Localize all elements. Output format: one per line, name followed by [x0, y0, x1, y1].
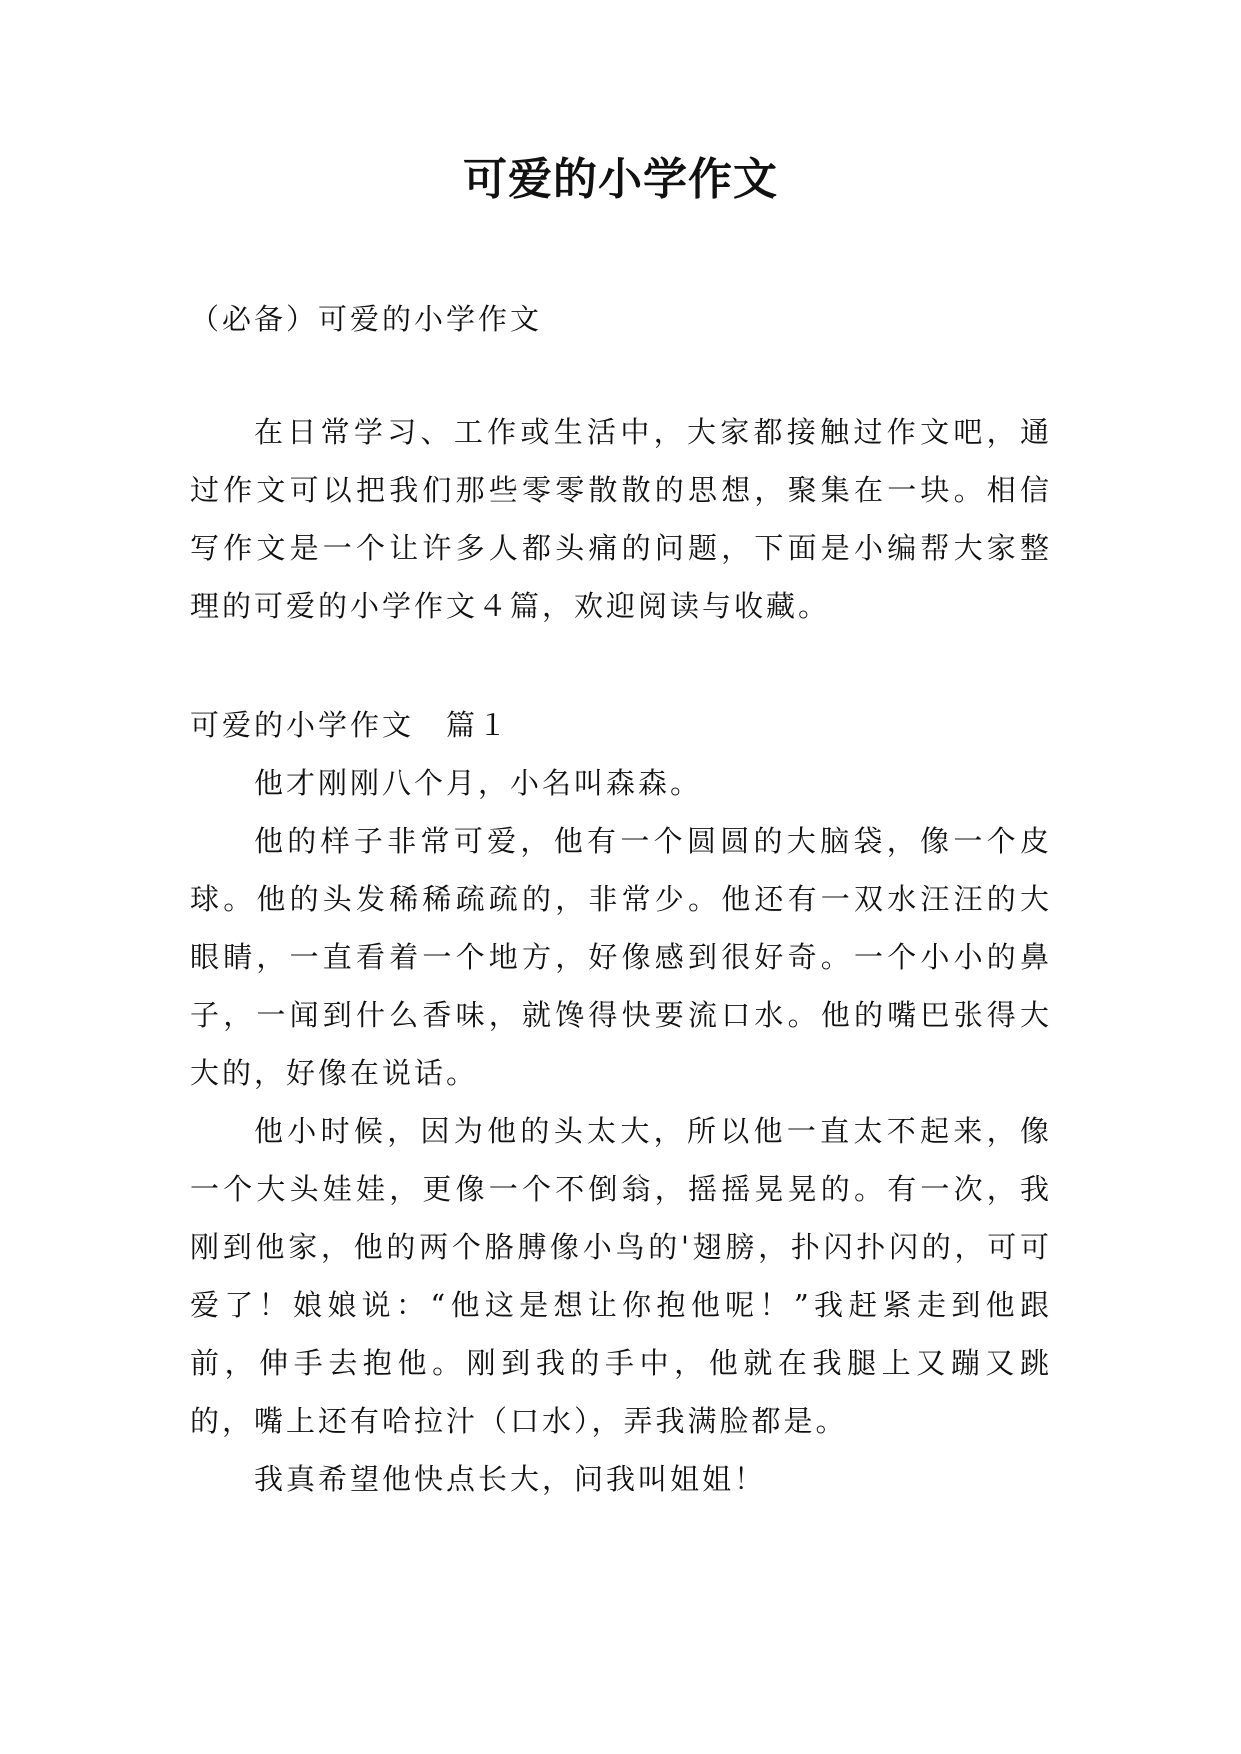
section-body: [190, 754, 1052, 1508]
section-paragraph: 他才刚刚八个月，小名叫森森。: [254, 766, 703, 800]
section-paragraph: 他小时候，因为他的头太大，所以他一直太不起来，像一个大头娃娃，更像一个不倒翁，摇摇晃晃的。有一次，我刚到他家，他的两个胳膊像小鸟的'翅膀，扑闪扑闪的，可可爱了！娘娘说：“他这是想让你抱他呢！”我赶紧走到他跟前，伸手去抱他。刚到我的手中，他就在我腿上又蹦又跳的，嘴上还有哈拉汁（口水），弄我满脸都是。: [190, 1114, 1052, 1438]
document-subtitle: （必备）可爱的小学作文: [190, 302, 543, 336]
section-paragraph: 我真希望他快点长大，问我叫姐姐！: [254, 1462, 767, 1496]
section-paragraph: 他的样子非常可爱，他有一个圆圆的大脑袋，像一个皮球。他的头发稀稀疏疏的，非常少。他还有一双水汪汪的大眼睛，一直看着一个地方，好像感到很好奇。一个小小的鼻子，一闻到什么香味，就馋得快要流口水。他的嘴巴张得大大的，好像在说话。: [190, 824, 1052, 1090]
intro-paragraph: 在日常学习、工作或生活中，大家都接触过作文吧，通过作文可以把我们那些零零散散的思想，聚集在一块。相信写作文是一个让许多人都头痛的问题，下面是小编帮大家整理的可爱的小学作文４篇，欢迎阅读与收藏。: [190, 415, 1052, 623]
document-title: 可爱的小学作文: [463, 154, 778, 205]
section-heading: 可爱的小学作文 篇１: [190, 708, 511, 742]
